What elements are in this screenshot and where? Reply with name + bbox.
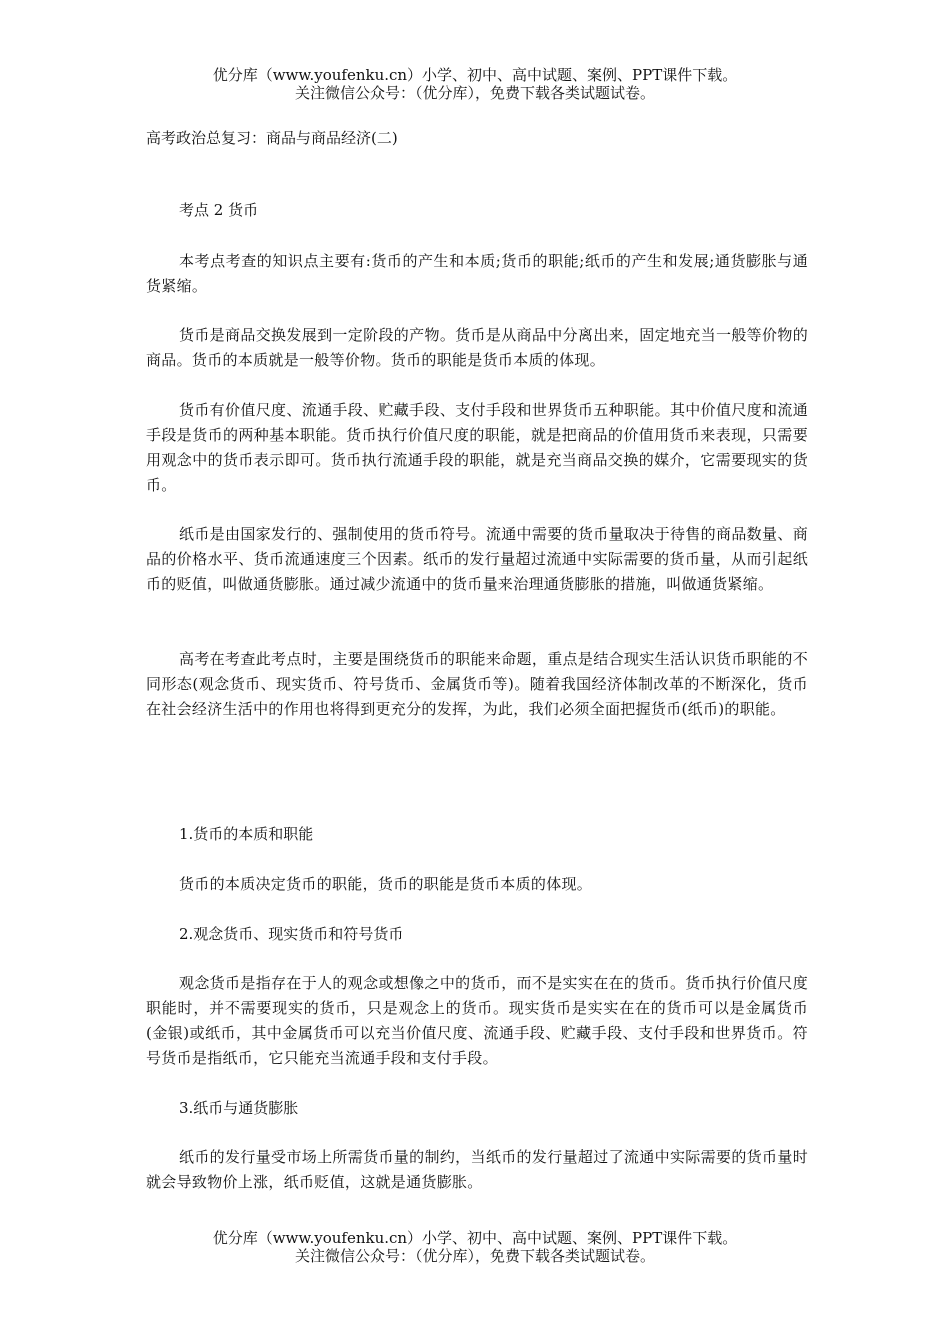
point-text: 货币的本质决定货币的职能，货币的职能是货币本质的体现。 [179,875,593,893]
page-footer [0,1229,950,1265]
paragraph: 高考在考查此考点时，主要是围绕货币的职能来命题，重点是结合现实生活认识货币职能的不同形态(观念货币、现实货币、符号货币、金属货币等)。随着我国经济体制改革的不断深化，货币在社会经济生活中的作用也将得到更充分的发挥，为此，我们必须全面把握货币(纸币)的职能。 [146,650,808,718]
header-line-2: 关注微信公众号：（优分库），免费下载各类试题试卷。 [294,84,655,102]
document-title: 高考政治总复习：商品与商品经济(二) [146,129,398,147]
paragraph: 货币有价值尺度、流通手段、贮藏手段、支付手段和世界货币五种职能。其中价值尺度和流通手段是货币的两种基本职能。货币执行价值尺度的职能，就是把商品的价值用货币来表现，只需要用观念中的货币表示即可。货币执行流通手段的职能，就是充当商品交换的媒介，它需要现实的货币。 [146,401,808,494]
page-header [0,66,950,102]
point-heading: 2.观念货币、现实货币和符号货币 [179,925,404,943]
paragraph: 纸币是由国家发行的、强制使用的货币符号。流通中需要的货币量取决于待售的商品数量、商品的价格水平、货币流通速度三个因素。纸币的发行量超过流通中实际需要的货币量，从而引起纸币的贬值，叫做通货膨胀。通过减少流通中的货币量来治理通货膨胀的措施，叫做通货紧缩。 [146,525,808,593]
footer-line-2: 关注微信公众号：（优分库），免费下载各类试题试卷。 [294,1247,655,1265]
paragraph: 本考点考查的知识点主要有:货币的产生和本质;货币的职能;纸币的产生和发展;通货膨胀与通货紧缩。 [146,252,808,295]
point-text: 观念货币是指存在于人的观念或想像之中的货币，而不是实实在在的货币。货币执行价值尺度职能时，并不需要现实的货币，只是观念上的货币。现实货币是实实在在的货币可以是金属货币(金银)或纸币，其中金属货币可以充当价值尺度、流通手段、贮藏手段、支付手段和世界货币。符号货币是指纸币，它只能充当流通手段和支付手段。 [146,974,808,1067]
point-heading: 3.纸币与通货膨胀 [179,1099,299,1117]
paragraph: 货币是商品交换发展到一定阶段的产物。货币是从商品中分离出来，固定地充当一般等价物的商品。货币的本质就是一般等价物。货币的职能是货币本质的体现。 [146,326,808,369]
section-heading: 考点 2 货币 [179,201,259,219]
header-line-1: 优分库（www.youfenku.cn）小学、初中、高中试题、案例、PPT课件下载。 [212,66,738,84]
point-text: 纸币的发行量受市场上所需货币量的制约，当纸币的发行量超过了流通中实际需要的货币量时就会导致物价上涨，纸币贬值，这就是通货膨胀。 [146,1148,808,1191]
point-heading: 1.货币的本质和职能 [179,825,314,843]
footer-line-1: 优分库（www.youfenku.cn）小学、初中、高中试题、案例、PPT课件下载。 [212,1229,738,1247]
